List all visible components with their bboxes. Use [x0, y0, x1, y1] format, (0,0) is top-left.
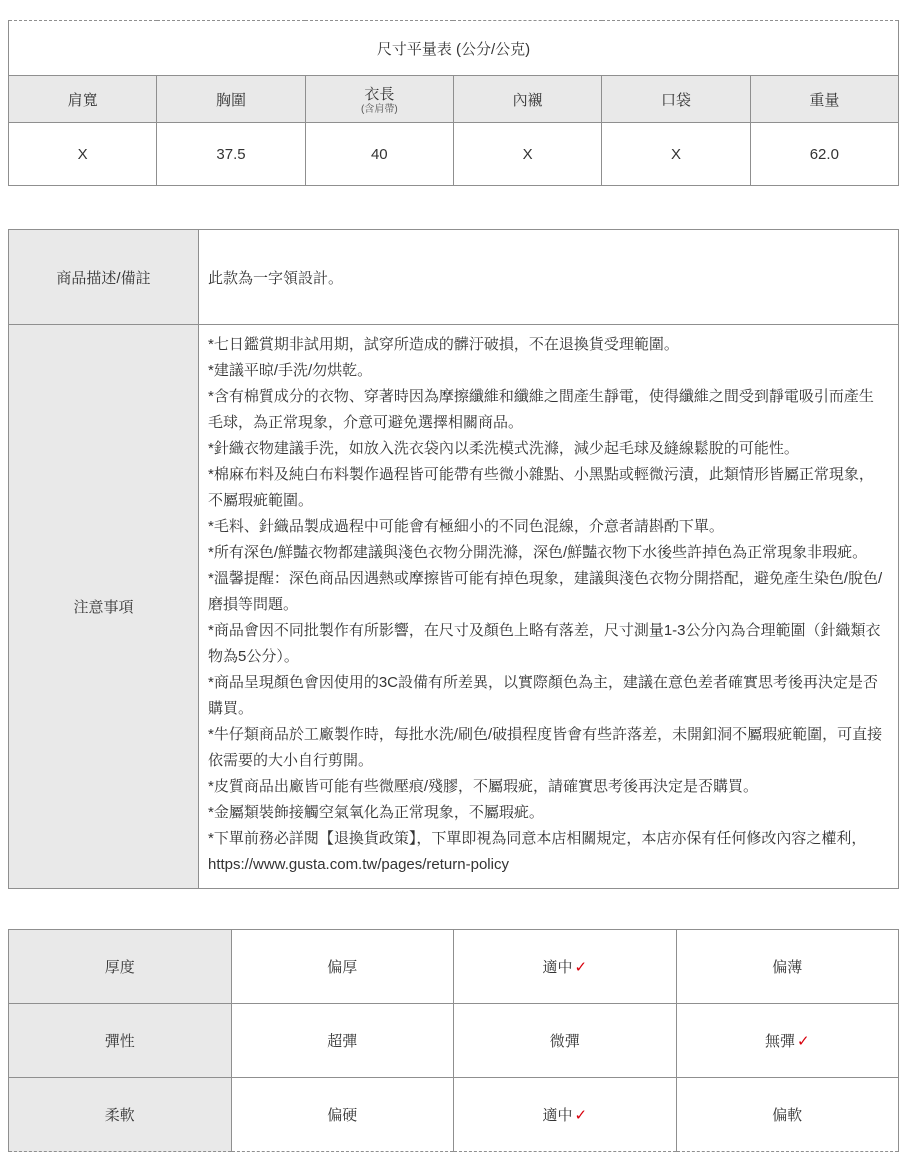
note-line: *含有棉質成分的衣物、穿著時因為摩擦纖維和纖維之間產生靜電，使得纖維之間受到靜電吸引而產生毛球，為正常現象，介意可避免選擇相關商品。	[208, 388, 874, 431]
size-col-header-length-sub: (含肩帶)	[360, 104, 398, 115]
note-line: *毛料、針織品製成過程中可能會有極細小的不同色混線，介意者請斟酌下單。	[208, 518, 724, 535]
size-value-weight: 62.0	[750, 123, 898, 186]
attr-option: 偏硬	[231, 1078, 454, 1152]
attr-option-selected: 適中 ✓	[454, 930, 677, 1004]
note-line: *商品呈現顏色會因使用的3C設備有所差異，以實際顏色為主，建議在意色差者確實思考後再決定是否購買。	[208, 674, 879, 717]
note-line: *溫馨提醒：深色商品因遇熱或摩擦皆可能有掉色現象，建議與淺色衣物分開搭配，避免產生染色/脫色/磨損等問題。	[208, 570, 883, 613]
attr-option-selected: 無彈 ✓	[676, 1004, 899, 1078]
attr-label-stretch: 彈性	[9, 1004, 232, 1078]
size-col-header-lining: 內襯	[453, 76, 601, 123]
description-label: 商品描述/備註	[9, 230, 199, 325]
attr-option: 偏薄	[676, 930, 899, 1004]
note-line: *七日鑑賞期非試用期，試穿所造成的髒汙破損，不在退換貨受理範圍。	[208, 336, 679, 353]
note-line: *商品會因不同批製作有所影響，在尺寸及顏色上略有落差，尺寸測量1-3公分內為合理範圍（針織類衣物為5公分）。	[208, 622, 881, 665]
attr-option: 超彈	[231, 1004, 454, 1078]
size-value-pocket: X	[602, 123, 750, 186]
size-value-lining: X	[453, 123, 601, 186]
note-line-return-policy	[208, 826, 888, 878]
attr-row-thickness	[9, 930, 899, 1004]
size-col-header-chest: 胸圍	[157, 76, 305, 123]
note-line: *皮質商品出廠皆可能有些微壓痕/殘膠，不屬瑕疵，請確實思考後再決定是否購買。	[208, 778, 759, 795]
note-line: *棉麻布料及純白布料製作過程皆可能帶有些微小雜點、小黑點或輕微污漬，此類情形皆屬正常現象，不屬瑕疵範圍。	[208, 466, 874, 509]
size-col-header-shoulder: 肩寬	[9, 76, 157, 123]
note-line: *所有深色/鮮豔衣物都建議與淺色衣物分開洗滌，深色/鮮豔衣物下水後些許掉色為正常現象非瑕疵。	[208, 544, 868, 561]
notes-label: 注意事項	[9, 325, 199, 889]
check-icon: ✓	[574, 1107, 588, 1124]
description-text: 此款為一字領設計。	[199, 230, 899, 325]
size-table-title: 尺寸平量表 (公分/公克)	[9, 21, 899, 76]
attr-option-selected: 適中 ✓	[454, 1078, 677, 1152]
check-icon: ✓	[796, 1033, 810, 1050]
size-col-header-pocket: 口袋	[602, 76, 750, 123]
note-line: *牛仔類商品於工廠製作時，每批水洗/刷色/破損程度皆會有些許落差，未開釦洞不屬瑕疵範圍，可直接依需要的大小自行剪開。	[208, 726, 883, 769]
note-line: *建議平晾/手洗/勿烘乾。	[208, 362, 373, 379]
size-col-header-weight: 重量	[750, 76, 898, 123]
notes-content	[199, 325, 899, 889]
attribute-table	[8, 929, 899, 1152]
size-value-shoulder: X	[9, 123, 157, 186]
attr-option: 偏軟	[676, 1078, 899, 1152]
attr-row-stretch	[9, 1004, 899, 1078]
attr-row-softness	[9, 1078, 899, 1152]
size-col-header-length: 衣長 (含肩帶)	[305, 76, 453, 123]
return-policy-url[interactable]: https://www.gusta.com.tw/pages/return-policy	[208, 856, 509, 873]
note-line: *針織衣物建議手洗，如放入洗衣袋內以柔洗模式洗滌，減少起毛球及縫線鬆脫的可能性。	[208, 440, 799, 457]
attr-label-softness: 柔軟	[9, 1078, 232, 1152]
attr-label-thickness: 厚度	[9, 930, 232, 1004]
note-line: *金屬類裝飾接觸空氣氧化為正常現象，不屬瑕疵。	[208, 804, 544, 821]
attr-option: 微彈	[454, 1004, 677, 1078]
attr-option: 偏厚	[231, 930, 454, 1004]
description-notes-table	[8, 229, 899, 889]
size-value-length: 40	[305, 123, 453, 186]
size-table	[8, 20, 899, 186]
check-icon: ✓	[574, 959, 588, 976]
return-policy-text: *下單前務必詳閱【退換貨政策】，下單即視為同意本店相關規定，本店亦保有任何修改內容之權利，	[208, 830, 867, 847]
size-value-chest: 37.5	[157, 123, 305, 186]
